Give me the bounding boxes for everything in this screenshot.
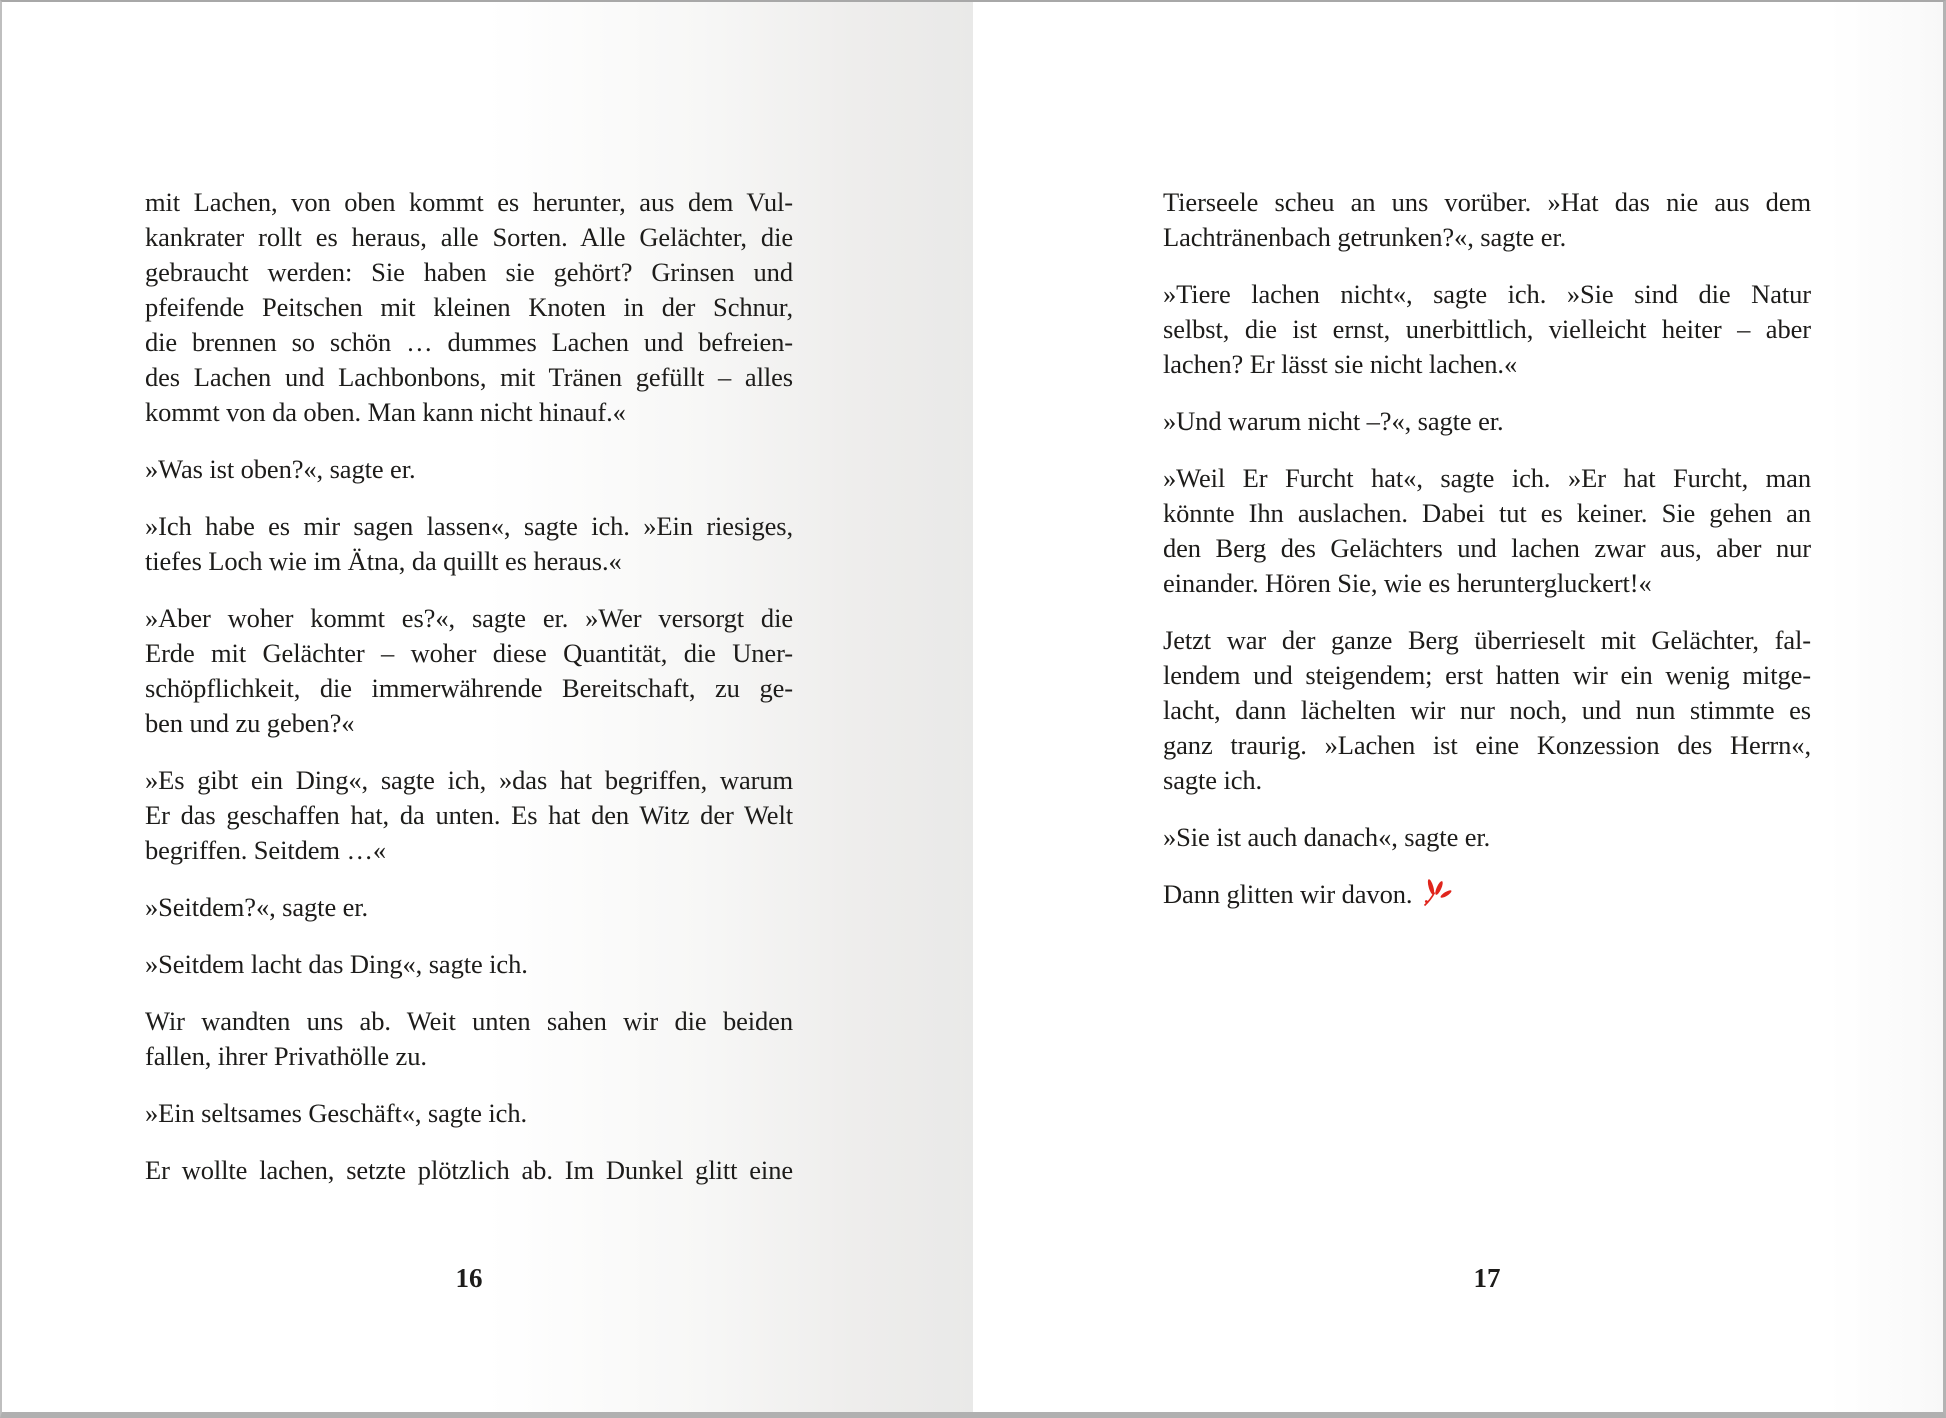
text-line: begriffen. Seitdem …« bbox=[145, 835, 387, 865]
paragraph bbox=[145, 947, 793, 982]
text-line: »Und warum nicht –?«, sagte er. bbox=[1163, 406, 1504, 436]
page-number-right: 17 bbox=[1473, 1263, 1501, 1293]
text-line: Tierseele scheu an uns vorüber. »Hat das nie aus dem bbox=[1163, 187, 1811, 217]
text-line: lacht, dann lächelten wir nur noch, und nun stimmte es bbox=[1163, 695, 1811, 725]
text-line: Er das geschaffen hat, da unten. Es hat den Witz der Welt bbox=[145, 800, 793, 830]
page-number-left: 16 bbox=[455, 1263, 483, 1293]
paragraph bbox=[1163, 277, 1811, 382]
paragraph bbox=[145, 890, 793, 925]
text-line: »Seitdem?«, sagte er. bbox=[145, 892, 369, 922]
text-line: kankrater rollt es heraus, alle Sorten. Alle Gelächter, die bbox=[145, 222, 793, 252]
text-line: mit Lachen, von oben kommt es herunter, aus dem Vul- bbox=[145, 187, 793, 217]
text-line: einander. Hören Sie, wie es heruntergluckert!« bbox=[1163, 568, 1652, 598]
text-line: lendem und steigendem; erst hatten wir ein wenig mitge- bbox=[1163, 660, 1811, 690]
text-line: Wir wandten uns ab. Weit unten sahen wir die beiden bbox=[145, 1006, 793, 1036]
paragraph bbox=[1163, 877, 1811, 912]
text-line: kommt von da oben. Man kann nicht hinauf.« bbox=[145, 397, 626, 427]
text-line: ben und zu geben?« bbox=[145, 708, 355, 738]
paragraph bbox=[1163, 820, 1811, 855]
paragraph bbox=[1163, 185, 1811, 255]
text-line: Er wollte lachen, setzte plötzlich ab. Im Dunkel glitt eine bbox=[145, 1155, 793, 1185]
text-line: lachen? Er lässt sie nicht lachen.« bbox=[1163, 349, 1518, 379]
text-line: »Ich habe es mir sagen lassen«, sagte ich. »Ein riesiges, bbox=[145, 511, 793, 541]
text-line: »Weil Er Furcht hat«, sagte ich. »Er hat Furcht, man bbox=[1163, 463, 1811, 493]
text-line: fallen, ihrer Privathölle zu. bbox=[145, 1041, 427, 1071]
text-line: »Ein seltsames Geschäft«, sagte ich. bbox=[145, 1098, 528, 1128]
text-line: selbst, die ist ernst, unerbittlich, vielleicht heiter – aber bbox=[1163, 314, 1811, 344]
text-line: Jetzt war der ganze Berg überrieselt mit Gelächter, fal- bbox=[1163, 625, 1811, 655]
paragraph bbox=[145, 1096, 793, 1131]
text-line: die brennen so schön … dummes Lachen und befreien- bbox=[145, 327, 793, 357]
text-line: gebraucht werden: Sie haben sie gehört? Grinsen und bbox=[145, 257, 793, 287]
paragraph bbox=[1163, 623, 1811, 798]
paragraph bbox=[145, 1153, 793, 1188]
text-line: den Berg des Gelächters und lachen zwar aus, aber nur bbox=[1163, 533, 1811, 563]
right-page-text bbox=[1163, 185, 1811, 934]
text-line: sagte ich. bbox=[1163, 765, 1263, 795]
text-line: »Sie ist auch danach«, sagte er. bbox=[1163, 822, 1491, 852]
text-line: »Aber woher kommt es?«, sagte er. »Wer versorgt die bbox=[145, 603, 793, 633]
paragraph bbox=[145, 185, 793, 430]
paragraph bbox=[145, 601, 793, 741]
left-page-text bbox=[145, 185, 793, 1210]
paragraph bbox=[145, 1004, 793, 1074]
text-line: »Seitdem lacht das Ding«, sagte ich. bbox=[145, 949, 528, 979]
text-line: des Lachen und Lachbonbons, mit Tränen gefüllt – alles bbox=[145, 362, 793, 392]
text-line: Lachtränenbach getrunken?«, sagte er. bbox=[1163, 222, 1567, 252]
paragraph bbox=[1163, 461, 1811, 601]
red-leaf-fleuron-icon bbox=[1421, 878, 1453, 907]
text-line: pfeifende Peitschen mit kleinen Knoten in der Schnur, bbox=[145, 292, 793, 322]
paragraph bbox=[145, 509, 793, 579]
text-line: »Es gibt ein Ding«, sagte ich, »das hat begriffen, warum bbox=[145, 765, 793, 795]
text-line: Erde mit Gelächter – woher diese Quantität, die Uner- bbox=[145, 638, 793, 668]
paragraph bbox=[1163, 404, 1811, 439]
text-line: »Was ist oben?«, sagte er. bbox=[145, 454, 416, 484]
text-line: Dann glitten wir davon. bbox=[1163, 877, 1811, 912]
text-line: ganz traurig. »Lachen ist eine Konzession des Herrn«, bbox=[1163, 730, 1811, 760]
right-page bbox=[973, 0, 1946, 1418]
text-line: könnte Ihn auslachen. Dabei tut es keiner. Sie gehen an bbox=[1163, 498, 1811, 528]
text-line: schöpflichkeit, die immerwährende Bereitschaft, zu ge- bbox=[145, 673, 793, 703]
text-line: »Tiere lachen nicht«, sagte ich. »Sie sind die Natur bbox=[1163, 279, 1811, 309]
text-line: tiefes Loch wie im Ätna, da quillt es heraus.« bbox=[145, 546, 622, 576]
paragraph bbox=[145, 452, 793, 487]
paragraph bbox=[145, 763, 793, 868]
